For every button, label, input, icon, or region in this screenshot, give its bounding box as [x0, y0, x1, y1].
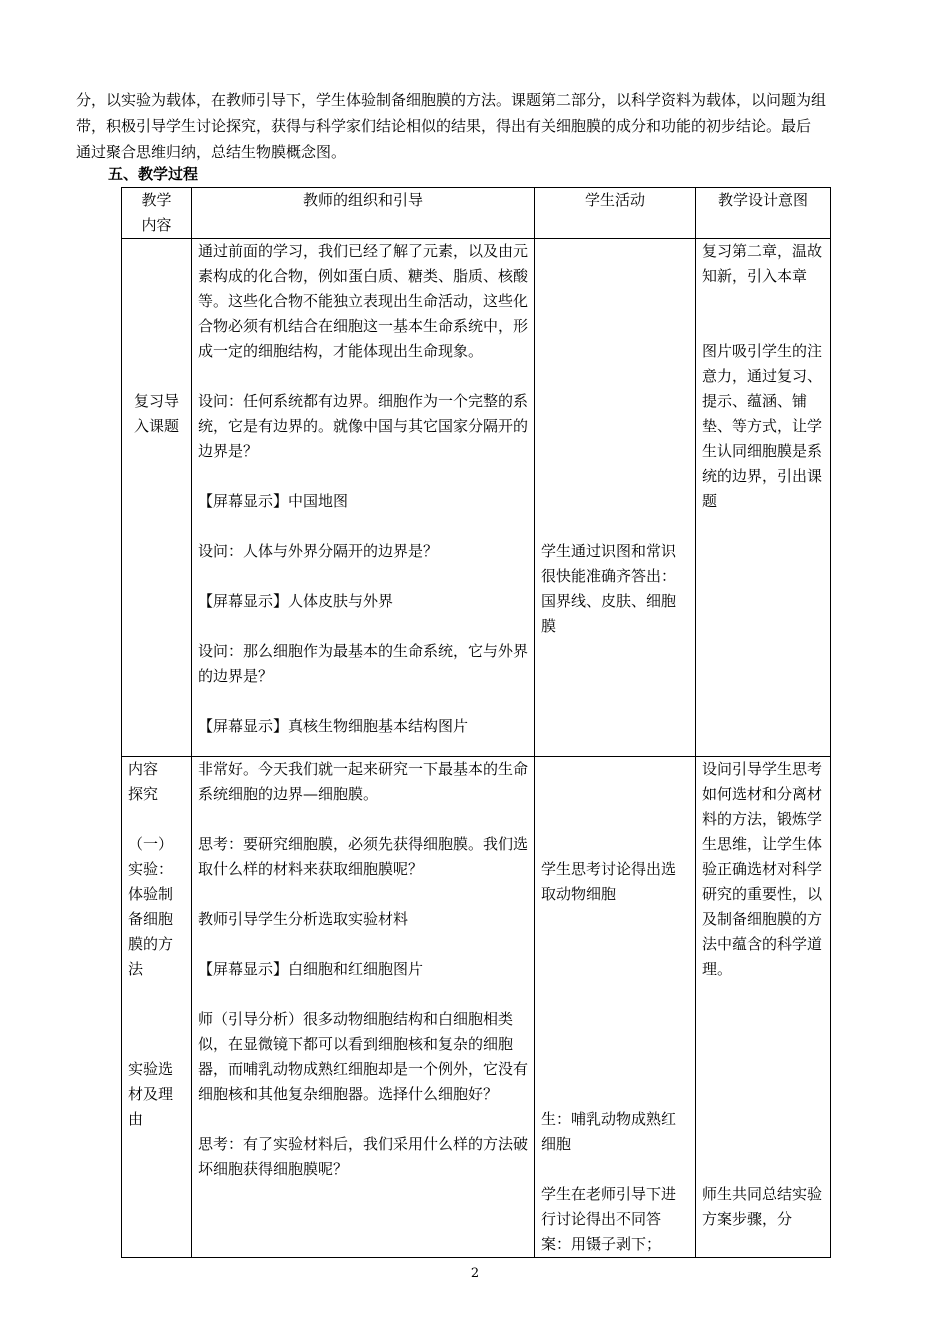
page-number: 2 [470, 1266, 480, 1281]
row1-content-line: 复习导 [133, 392, 179, 410]
row2-content-line: 备细胞 [128, 910, 174, 928]
student-paragraph: 学生在老师引导下进行讨论得出不同答案：用镊子剥下； [541, 1185, 677, 1253]
student-paragraph: 学生通过识图和常识很快能准确齐答出：国界线、皮肤、细胞膜 [541, 542, 677, 635]
row2-content-line: 体验制 [128, 885, 174, 903]
row2-content-line: （一） [128, 835, 174, 853]
row1-student-cell [535, 239, 696, 757]
intro-line: 通过聚合思维归纳，总结生物膜概念图。 [76, 143, 347, 161]
teacher-paragraph: 设问：人体与外界分隔开的边界是？ [198, 542, 439, 560]
student-paragraph: 生：哺乳动物成熟红细胞 [541, 1110, 677, 1153]
teacher-paragraph: 【屏幕显示】人体皮肤与外界 [198, 592, 394, 610]
teacher-paragraph: 设问：任何系统都有边界。细胞作为一个完整的系统，它是有边界的。就像中国与其它国家分隔开的边界是？ [198, 392, 529, 460]
header-content-line: 教学 [141, 191, 172, 209]
row2-content-line: 膜的方 [128, 935, 174, 953]
teacher-paragraph: 【屏幕显示】中国地图 [198, 492, 349, 510]
row1-intent-cell [696, 239, 831, 757]
header-intent: 教学设计意图 [696, 188, 831, 239]
teacher-paragraph: 非常好。今天我们就一起来研究一下最基本的生命系统细胞的边界—细胞膜。 [198, 760, 529, 803]
student-paragraph: 学生思考讨论得出选取动物细胞 [541, 860, 677, 903]
row2-intent-cell [696, 757, 831, 1258]
table-row [122, 239, 831, 757]
row1-content-line: 入课题 [133, 417, 179, 435]
intent-paragraph: 复习第二章，温故知新，引入本章 [702, 242, 823, 285]
header-content [122, 188, 192, 239]
row1-content-cell [122, 239, 192, 757]
section-heading: 五、教学过程 [108, 165, 199, 183]
header-content-line: 内容 [141, 216, 172, 234]
table-header-row [122, 188, 831, 239]
row2-content-line: 实验： [128, 860, 174, 878]
row2-content-line: 实验选 [128, 1060, 174, 1078]
teacher-paragraph: 设问：那么细胞作为最基本的生命系统，它与外界的边界是？ [198, 642, 529, 685]
row2-content-cell [122, 757, 192, 1258]
intro-line: 带，积极引导学生讨论探究，获得与科学家们结论相似的结果，得出有关细胞膜的成分和功能的初步结论。最后 [76, 117, 812, 135]
header-teacher: 教师的组织和引导 [192, 188, 535, 239]
teacher-paragraph: 教师引导学生分析选取实验材料 [198, 910, 409, 928]
intent-paragraph: 设问引导学生思考如何选材和分离材料的方法，锻炼学生思维，让学生体验正确选材对科学研究的重要性，以及制备细胞膜的方法中蕴含的科学道理。 [702, 760, 823, 978]
row2-content-line: 材及理 [128, 1085, 174, 1103]
row2-teacher-cell [192, 757, 535, 1258]
teacher-paragraph: 【屏幕显示】真核生物细胞基本结构图片 [198, 717, 469, 735]
teacher-paragraph: 思考：要研究细胞膜，必须先获得细胞膜。我们选取什么样的材料来获取细胞膜呢？ [198, 835, 529, 878]
row1-teacher-cell [192, 239, 535, 757]
row2-content-line: 由 [128, 1110, 144, 1128]
teaching-process-table [121, 187, 831, 1258]
teacher-paragraph: 通过前面的学习，我们已经了解了元素，以及由元素构成的化合物，例如蛋白质、糖类、脂质、核酸等。这些化合物不能独立表现出生命活动，这些化合物必须有机结合在细胞这一基本生命系统中，形成一定的细胞结构，才能体现出生命现象。 [198, 242, 529, 360]
intro-paragraph [76, 87, 876, 165]
row2-student-cell [535, 757, 696, 1258]
teacher-paragraph: 师（引导分析）很多动物细胞结构和白细胞相类似，在显微镜下都可以看到细胞核和复杂的细胞器，而哺乳动物成熟红细胞却是一个例外，它没有细胞核和其他复杂细胞器。选择什么细胞好？ [198, 1010, 529, 1103]
teacher-paragraph: 思考：有了实验材料后，我们采用什么样的方法破坏细胞获得细胞膜呢？ [198, 1135, 529, 1178]
intent-paragraph: 图片吸引学生的注意力，通过复习、提示、蕴涵、铺垫、等方式，让学生认同细胞膜是系统的边界，引出课题 [702, 342, 823, 510]
teacher-paragraph: 【屏幕显示】白细胞和红细胞图片 [198, 960, 424, 978]
row2-content-line: 内容 [128, 760, 159, 778]
row2-content-line: 探究 [128, 785, 159, 803]
table-row [122, 757, 831, 1258]
row2-content-line: 法 [128, 960, 144, 978]
intent-paragraph: 师生共同总结实验方案步骤，分 [702, 1185, 823, 1228]
header-student: 学生活动 [535, 188, 696, 239]
intro-line: 分，以实验为载体，在教师引导下，学生体验制备细胞膜的方法。课题第二部分，以科学资料为载体，以问题为组 [76, 91, 827, 109]
